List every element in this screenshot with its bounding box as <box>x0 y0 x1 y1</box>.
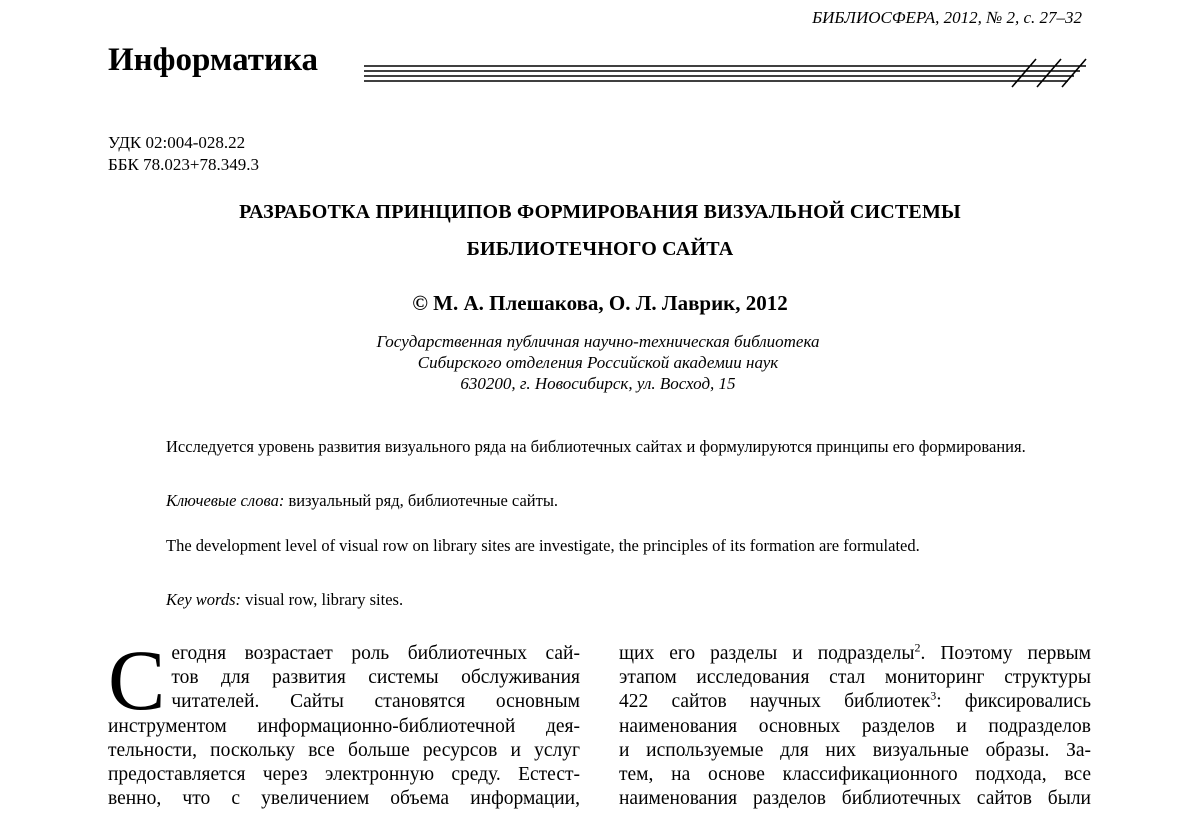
body-column-right <box>619 642 1091 811</box>
body-text-line: читателей. Сайты становятся основным <box>171 691 580 713</box>
body-text-line: предоставляется через электронную среду. Естест- <box>108 764 580 786</box>
body-text-line: наименования разделов библиотечных сайтов были <box>619 788 1091 810</box>
section-rule-decoration <box>362 55 1092 89</box>
body-text-line: венно, что с увеличением объема информации, <box>108 788 580 810</box>
body-text-line: и используемые для них визуальные образы. За- <box>619 739 1091 761</box>
keywords-value: визуальный ряд, библиотечные сайты. <box>284 491 559 510</box>
keywords-label: Ключевые слова: <box>166 491 285 510</box>
keywords-label: Key words: <box>166 590 242 609</box>
body-text-line: егодня возрастает роль библиотечных сай- <box>171 643 580 664</box>
affiliation-line: 630200, г. Новосибирск, ул. Восход, 15 <box>460 374 736 393</box>
abstract-russian: Исследуется уровень развития визуального ряда на библиотечных сайтах и формулируются принципы его формирования. <box>166 437 1026 456</box>
body-text-line: тем, на основе классификационного подхода, все <box>619 764 1091 786</box>
keywords-english <box>166 590 1030 610</box>
drop-cap: С <box>108 632 166 728</box>
body-text-line <box>619 690 1091 714</box>
authors: © М. А. Плешакова, О. Л. Лаврик, 2012 <box>412 291 788 315</box>
body-text-line <box>619 642 1091 666</box>
body-column-left <box>108 632 580 811</box>
footnote-ref: 3 <box>930 688 937 703</box>
text-fragment: 422 сайтов научных библиотек <box>619 691 931 713</box>
body-text-line: тельности, поскольку все больше ресурсов и услуг <box>108 739 580 761</box>
affiliation-line: Государственная публичная научно-техническая библиотека <box>376 332 820 351</box>
text-fragment: . Поэтому первым <box>920 643 1091 664</box>
keywords-value: visual row, library sites. <box>241 590 404 609</box>
section-title: Информатика <box>108 42 319 78</box>
body-text-line: этапом исследования стал мониторинг структуры <box>619 667 1091 689</box>
abstract-english: The development level of visual row on library sites are investigate, the principles of its formation are formulated. <box>166 536 920 555</box>
article-title-line: РАЗРАБОТКА ПРИНЦИПОВ ФОРМИРОВАНИЯ ВИЗУАЛЬНОЙ СИСТЕМЫ <box>239 201 961 223</box>
article-title-line: БИБЛИОТЕЧНОГО САЙТА <box>466 238 734 260</box>
text-fragment: : фиксировались <box>936 691 1091 713</box>
journal-reference: БИБЛИОСФЕРА, 2012, № 2, с. 27–32 <box>812 8 1082 27</box>
keywords-russian <box>166 491 1030 511</box>
affiliation-line: Сибирского отделения Российской академии наук <box>417 353 779 372</box>
body-text-line: инструментом информационно-библиотечной дея- <box>108 715 580 737</box>
footnote-ref: 2 <box>914 640 921 655</box>
udc-code: УДК 02:004-028.22 <box>108 133 246 152</box>
body-text-line: тов для развития системы обслуживания <box>171 667 580 689</box>
bbk-code: ББК 78.023+78.349.3 <box>108 155 259 174</box>
body-text-line: наименования основных разделов и подразделов <box>619 715 1091 737</box>
text-fragment: щих его разделы и подразделы <box>619 643 915 664</box>
